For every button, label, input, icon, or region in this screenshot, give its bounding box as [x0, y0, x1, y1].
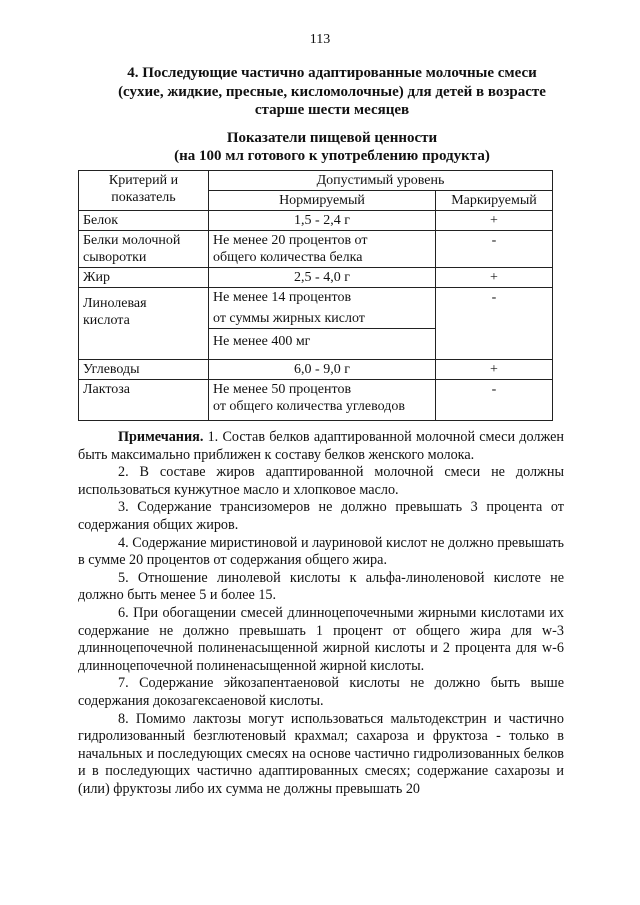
row-marked: -: [436, 288, 553, 360]
table-row: [79, 268, 553, 288]
heading-line-3: старше шести месяцев: [254, 102, 410, 118]
row-name-line-1: Линолевая: [83, 296, 147, 311]
row-value: [209, 231, 436, 268]
note-1-text: 1. Состав белков адаптированной молочной смеси должен быть максимально приближен к составу белков женского молока.: [78, 429, 564, 463]
note-5: 5. Отношение линолевой кислоты к альфа-линоленовой кислоте не должно быть менее 5 и более 15.: [78, 569, 564, 604]
heading-line-2: (сухие, жидкие, пресные, кисломолочные) для детей в возрасте: [118, 83, 546, 100]
row-marked: +: [436, 211, 553, 231]
row-name-line-1: Белки молочной: [83, 233, 181, 248]
row-marked: -: [436, 231, 553, 268]
note-7: 7. Содержание эйкозапентаеновой кислоты не должно быть выше содержания докозагексаеновой кислоты.: [78, 675, 564, 709]
criterion-header: [79, 171, 209, 211]
nutrition-table: [78, 170, 553, 421]
row-value-line-2: общего количества белка: [213, 250, 363, 265]
normed-header: Нормируемый: [209, 191, 436, 211]
row-value-line-1: Не менее 20 процентов от: [213, 233, 368, 248]
row-marked: +: [436, 360, 553, 380]
row-marked: -: [436, 380, 553, 421]
row-value: 1,5 - 2,4 г: [209, 211, 436, 231]
criterion-header-line-2: показатель: [111, 190, 176, 205]
note-2: 2. В составе жиров адаптированной молочной смеси не должны использоваться кунжутное масло и хлопковое масло.: [78, 464, 564, 498]
marked-header: Маркируемый: [436, 191, 553, 211]
row-value-extra: Не менее 400 мг: [209, 329, 436, 360]
table-row: [79, 211, 553, 231]
row-value-line-2: от суммы жирных кислот: [213, 311, 365, 326]
table-row: [79, 380, 553, 421]
notes-label: Примечания.: [118, 429, 204, 445]
row-name-line-2: кислота: [83, 313, 130, 328]
row-value-line-1: Не менее 50 процентов: [213, 382, 352, 397]
row-name: Белок: [79, 211, 209, 231]
row-marked: +: [436, 268, 553, 288]
table-row: [79, 360, 553, 380]
caption-line-1: Показатели пищевой ценности: [226, 130, 438, 146]
row-value: [209, 288, 436, 329]
table-caption: [72, 129, 592, 165]
table-header-row: [79, 171, 553, 191]
row-value-line-2: от общего количества углеводов: [213, 399, 405, 414]
row-name: Лактоза: [79, 380, 209, 421]
row-value: [209, 380, 436, 421]
row-name: Жир: [79, 268, 209, 288]
heading-line-1: 4. Последующие частично адаптированные молочные смеси: [127, 65, 537, 81]
row-name: [79, 288, 209, 360]
row-value: 6,0 - 9,0 г: [209, 360, 436, 380]
table-row: [79, 231, 553, 268]
criterion-header-line-1: Критерий и: [108, 173, 179, 188]
caption-line-2: (на 100 мл готового к употреблению продукта): [174, 148, 490, 164]
notes-section: [78, 429, 564, 798]
row-name: Углеводы: [79, 360, 209, 380]
note-6: 6. При обогащении смесей длинноцепочечными жирными кислотами их содержание не должно превышать 1 процент от общего жира для w-3 длинноцепочечной полиненасыщенной жирной кислоты и 2 процента для w-6 длинноцепочечной полиненасыщенной жирной кислоты.: [78, 604, 564, 674]
section-heading: [72, 64, 592, 120]
page-number: 113: [309, 32, 331, 47]
row-value: 2,5 - 4,0 г: [209, 268, 436, 288]
note-3: 3. Содержание трансизомеров не должно превышать 3 процента от содержания общих жиров.: [78, 499, 564, 533]
table-row: [79, 288, 553, 329]
allowed-level-header: Допустимый уровень: [209, 171, 553, 191]
row-name-line-2: сыворотки: [83, 250, 147, 265]
note-1: [78, 429, 564, 464]
note-8: 8. Помимо лактозы могут использоваться мальтодекстрин и частично гидролизованный безглютеновый крахмал; сахароза и фруктоза - только в начальных и последующих смесях на основе частично гидролизованных белков и в последующих частично адаптированных смесях; содержание сахарозы и (или) фруктозы либо их сумма не должны превышать 20: [78, 710, 564, 797]
note-4: 4. Содержание миристиновой и лауриновой кислот не должно превышать в сумме 20 процентов от содержания общего жира.: [78, 534, 564, 569]
row-name: [79, 231, 209, 268]
row-value-line-1: Не менее 14 процентов: [213, 290, 352, 305]
